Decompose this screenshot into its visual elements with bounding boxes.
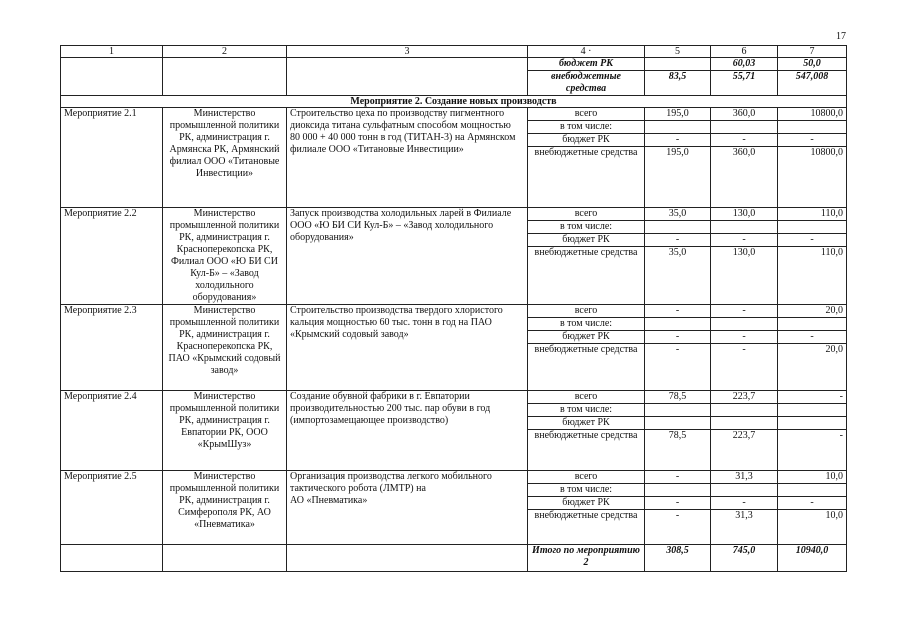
total-v6: -	[711, 305, 778, 318]
col-header-4: 4 ·	[528, 46, 645, 58]
extra-v5: -	[645, 344, 711, 391]
carry-budget-v7: 50,0	[778, 58, 847, 71]
total-v5: -	[645, 305, 711, 318]
including-v5	[645, 121, 711, 134]
extra-v6: -	[711, 344, 778, 391]
extra-v5: 78,5	[645, 430, 711, 471]
label-extra: внебюджетные средства	[528, 510, 645, 545]
label-budget: бюджет РК	[528, 497, 645, 510]
including-v6	[711, 318, 778, 331]
budget-v7: -	[778, 134, 847, 147]
label-extra: внебюджетные средства	[528, 430, 645, 471]
budget-v6: -	[711, 234, 778, 247]
measure-description: Создание обувной фабрики в г. Евпатории производительностью 200 тыс. пар обуви в год (импортозамещающее производство)	[287, 391, 528, 471]
label-budget: бюджет РК	[528, 134, 645, 147]
totals-v6: 745,0	[711, 545, 778, 572]
col-header-5: 5	[645, 46, 711, 58]
including-v6	[711, 404, 778, 417]
extra-v6: 31,3	[711, 510, 778, 545]
budget-v6: -	[711, 331, 778, 344]
section-title: Мероприятие 2. Создание новых производств	[61, 96, 847, 108]
label-including: в том числе:	[528, 221, 645, 234]
label-total: всего	[528, 471, 645, 484]
carry-extra-v5: 83,5	[645, 71, 711, 96]
extra-v7: 110,0	[778, 247, 847, 305]
carry-extra-v7: 547,008	[778, 71, 847, 96]
measure-row	[61, 208, 847, 221]
label-total: всего	[528, 391, 645, 404]
carry-row-budget	[61, 58, 847, 71]
funding-table	[60, 45, 847, 572]
label-total: всего	[528, 305, 645, 318]
extra-v5: -	[645, 510, 711, 545]
total-v5: -	[645, 471, 711, 484]
extra-v7: 10800,0	[778, 147, 847, 208]
budget-v5: -	[645, 331, 711, 344]
total-v7: 110,0	[778, 208, 847, 221]
carry-empty-3	[287, 58, 528, 96]
including-v7	[778, 318, 847, 331]
total-v5: 35,0	[645, 208, 711, 221]
budget-v7: -	[778, 234, 847, 247]
budget-v5: -	[645, 497, 711, 510]
budget-v5: -	[645, 134, 711, 147]
measure-id: Мероприятие 2.4	[61, 391, 163, 471]
extra-v5: 35,0	[645, 247, 711, 305]
col-header-1: 1	[61, 46, 163, 58]
total-v7: 20,0	[778, 305, 847, 318]
including-v5	[645, 221, 711, 234]
col-header-7: 7	[778, 46, 847, 58]
total-v7: 10,0	[778, 471, 847, 484]
budget-v6	[711, 417, 778, 430]
label-total: всего	[528, 208, 645, 221]
total-v6: 360,0	[711, 108, 778, 121]
total-v5: 78,5	[645, 391, 711, 404]
col-header-2: 2	[163, 46, 287, 58]
measure-id: Мероприятие 2.2	[61, 208, 163, 305]
label-extra: внебюджетные средства	[528, 247, 645, 305]
measure-row	[61, 305, 847, 318]
total-v6: 31,3	[711, 471, 778, 484]
carry-budget-v5	[645, 58, 711, 71]
total-v7: -	[778, 391, 847, 404]
measure-executor: Министерство промышленной политики РК, администрация г. Симферополя РК, АО «Пневматика»	[163, 471, 287, 545]
including-v6	[711, 484, 778, 497]
including-v7	[778, 121, 847, 134]
including-v5	[645, 404, 711, 417]
total-v7: 10800,0	[778, 108, 847, 121]
section-row	[61, 96, 847, 108]
including-v6	[711, 221, 778, 234]
measure-row	[61, 471, 847, 484]
label-including: в том числе:	[528, 318, 645, 331]
label-budget: бюджет РК	[528, 417, 645, 430]
label-extra: внебюджетные средства	[528, 344, 645, 391]
label-including: в том числе:	[528, 404, 645, 417]
budget-v6: -	[711, 134, 778, 147]
col-header-6: 6	[711, 46, 778, 58]
carry-budget-v6: 60,03	[711, 58, 778, 71]
col-header-3: 3	[287, 46, 528, 58]
extra-v6: 130,0	[711, 247, 778, 305]
page-number: 17	[836, 31, 846, 42]
measure-row	[61, 391, 847, 404]
total-v6: 130,0	[711, 208, 778, 221]
measure-executor: Министерство промышленной политики РК, администрация г. Армянска РК, Армянский филиал ООО «Титановые Инвестиции»	[163, 108, 287, 208]
total-v5: 195,0	[645, 108, 711, 121]
measure-id: Мероприятие 2.5	[61, 471, 163, 545]
measure-executor: Министерство промышленной политики РК, администрация г. Красноперекопска РК, ПАО «Крымский содовый завод»	[163, 305, 287, 391]
budget-v5: -	[645, 234, 711, 247]
carry-budget-label: бюджет РК	[528, 58, 645, 71]
carry-empty-2	[163, 58, 287, 96]
measure-executor: Министерство промышленной политики РК, администрация г. Евпатории РК, ООО «КрымШуз»	[163, 391, 287, 471]
budget-v5	[645, 417, 711, 430]
measure-executor: Министерство промышленной политики РК, администрация г. Красноперекопска РК, Филиал ООО «Ю БИ СИ Кул-Б» – «Завод холодильного оборудования»	[163, 208, 287, 305]
label-total: всего	[528, 108, 645, 121]
totals-empty-3	[287, 545, 528, 572]
including-v7	[778, 404, 847, 417]
including-v5	[645, 484, 711, 497]
totals-v7: 10940,0	[778, 545, 847, 572]
budget-v7: -	[778, 331, 847, 344]
extra-v6: 223,7	[711, 430, 778, 471]
totals-label: Итого по мероприятию 2	[528, 545, 645, 572]
measure-description: Строительство цеха по производству пигментного диоксида титана сульфатным способом мощностью 80 000 + 40 000 тонн в год (ТИТАН-3) на Армянском филиале ООО «Титановые Инвестиции»	[287, 108, 528, 208]
budget-v6: -	[711, 497, 778, 510]
totals-v5: 308,5	[645, 545, 711, 572]
including-v7	[778, 484, 847, 497]
measure-id: Мероприятие 2.1	[61, 108, 163, 208]
measure-row	[61, 108, 847, 121]
carry-extra-v6: 55,71	[711, 71, 778, 96]
label-extra: внебюджетные средства	[528, 147, 645, 208]
measure-id: Мероприятие 2.3	[61, 305, 163, 391]
totals-empty-1	[61, 545, 163, 572]
totals-empty-2	[163, 545, 287, 572]
label-including: в том числе:	[528, 121, 645, 134]
total-v6: 223,7	[711, 391, 778, 404]
budget-v7	[778, 417, 847, 430]
measure-description: Строительство производства твердого хлористого кальция мощностью 60 тыс. тонн в год на ПАО «Крымский содовый завод»	[287, 305, 528, 391]
column-number-row	[61, 46, 847, 58]
measure-description: Организация производства легкого мобильного тактического робота (ЛМТР) на АО «Пневматика»	[287, 471, 528, 545]
extra-v7: 20,0	[778, 344, 847, 391]
totals-row	[61, 545, 847, 572]
label-budget: бюджет РК	[528, 234, 645, 247]
carry-empty-1	[61, 58, 163, 96]
extra-v6: 360,0	[711, 147, 778, 208]
extra-v7: 10,0	[778, 510, 847, 545]
label-budget: бюджет РК	[528, 331, 645, 344]
including-v6	[711, 121, 778, 134]
including-v7	[778, 221, 847, 234]
extra-v5: 195,0	[645, 147, 711, 208]
label-including: в том числе:	[528, 484, 645, 497]
budget-v7: -	[778, 497, 847, 510]
including-v5	[645, 318, 711, 331]
measure-description: Запуск производства холодильных ларей в Филиале ООО «Ю БИ СИ Кул-Б» – «Завод холодильного оборудования»	[287, 208, 528, 305]
extra-v7: -	[778, 430, 847, 471]
carry-extra-label: внебюджетные средства	[528, 71, 645, 96]
